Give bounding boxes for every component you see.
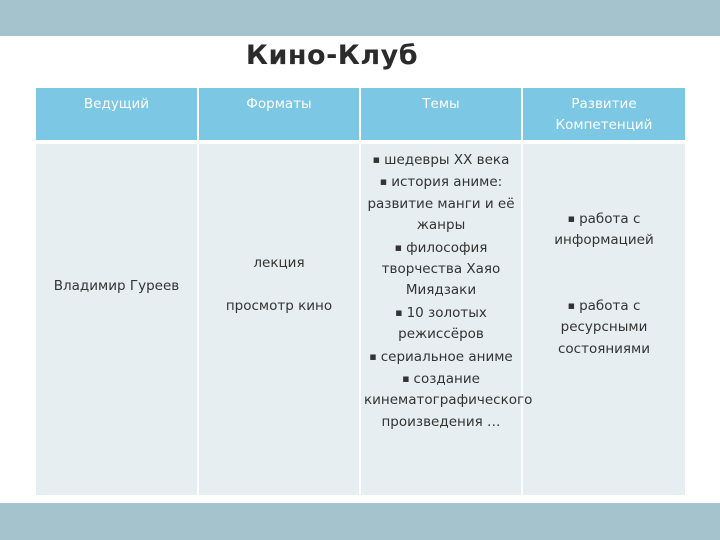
format-item: лекция <box>253 255 305 271</box>
host-cell <box>36 142 198 495</box>
table-header-row <box>36 88 685 142</box>
bullet-icon: ▪ <box>369 349 377 363</box>
bullet-icon: ▪ <box>372 153 381 166</box>
header-skills: Развитие Компетенций <box>522 88 685 142</box>
format-item: просмотр кино <box>225 297 333 314</box>
header-formats: Форматы <box>198 88 360 142</box>
formats-cell <box>198 142 360 495</box>
skill-item: ▪ работа с информацией <box>554 210 654 249</box>
host-name: Владимир Гуреев <box>53 278 180 294</box>
top-band <box>0 0 720 36</box>
bullet-icon: ▪ <box>379 175 388 189</box>
club-table <box>36 88 685 495</box>
theme-item: ▪ создание кинематографического произведения … <box>364 370 533 430</box>
theme-item: ▪ сериальное аниме <box>369 348 513 365</box>
themes-cell <box>360 142 533 495</box>
bullet-icon: ▪ <box>395 305 403 319</box>
theme-item: ▪ философия творчества Хаяо Миядзаки <box>381 239 501 299</box>
theme-item: ▪ история аниме: развитие манги и её жанры <box>367 174 515 233</box>
theme-item: ▪ 10 золотых режиссёров <box>395 304 487 342</box>
bullet-icon: ▪ <box>394 240 403 254</box>
header-themes: Темы <box>360 88 522 142</box>
bullet-icon: ▪ <box>567 212 576 225</box>
bottom-band <box>0 503 720 540</box>
theme-item: ▪ шедевры XX века <box>372 151 510 168</box>
slide-title: Кино-Клуб <box>245 40 419 71</box>
table-row <box>36 142 685 495</box>
skill-item: ▪ работа с ресурсными состояниями <box>557 297 651 357</box>
header-host: Ведущий <box>36 88 198 142</box>
skills-cell <box>522 142 685 495</box>
bullet-icon: ▪ <box>567 298 576 312</box>
bullet-icon: ▪ <box>402 371 410 385</box>
